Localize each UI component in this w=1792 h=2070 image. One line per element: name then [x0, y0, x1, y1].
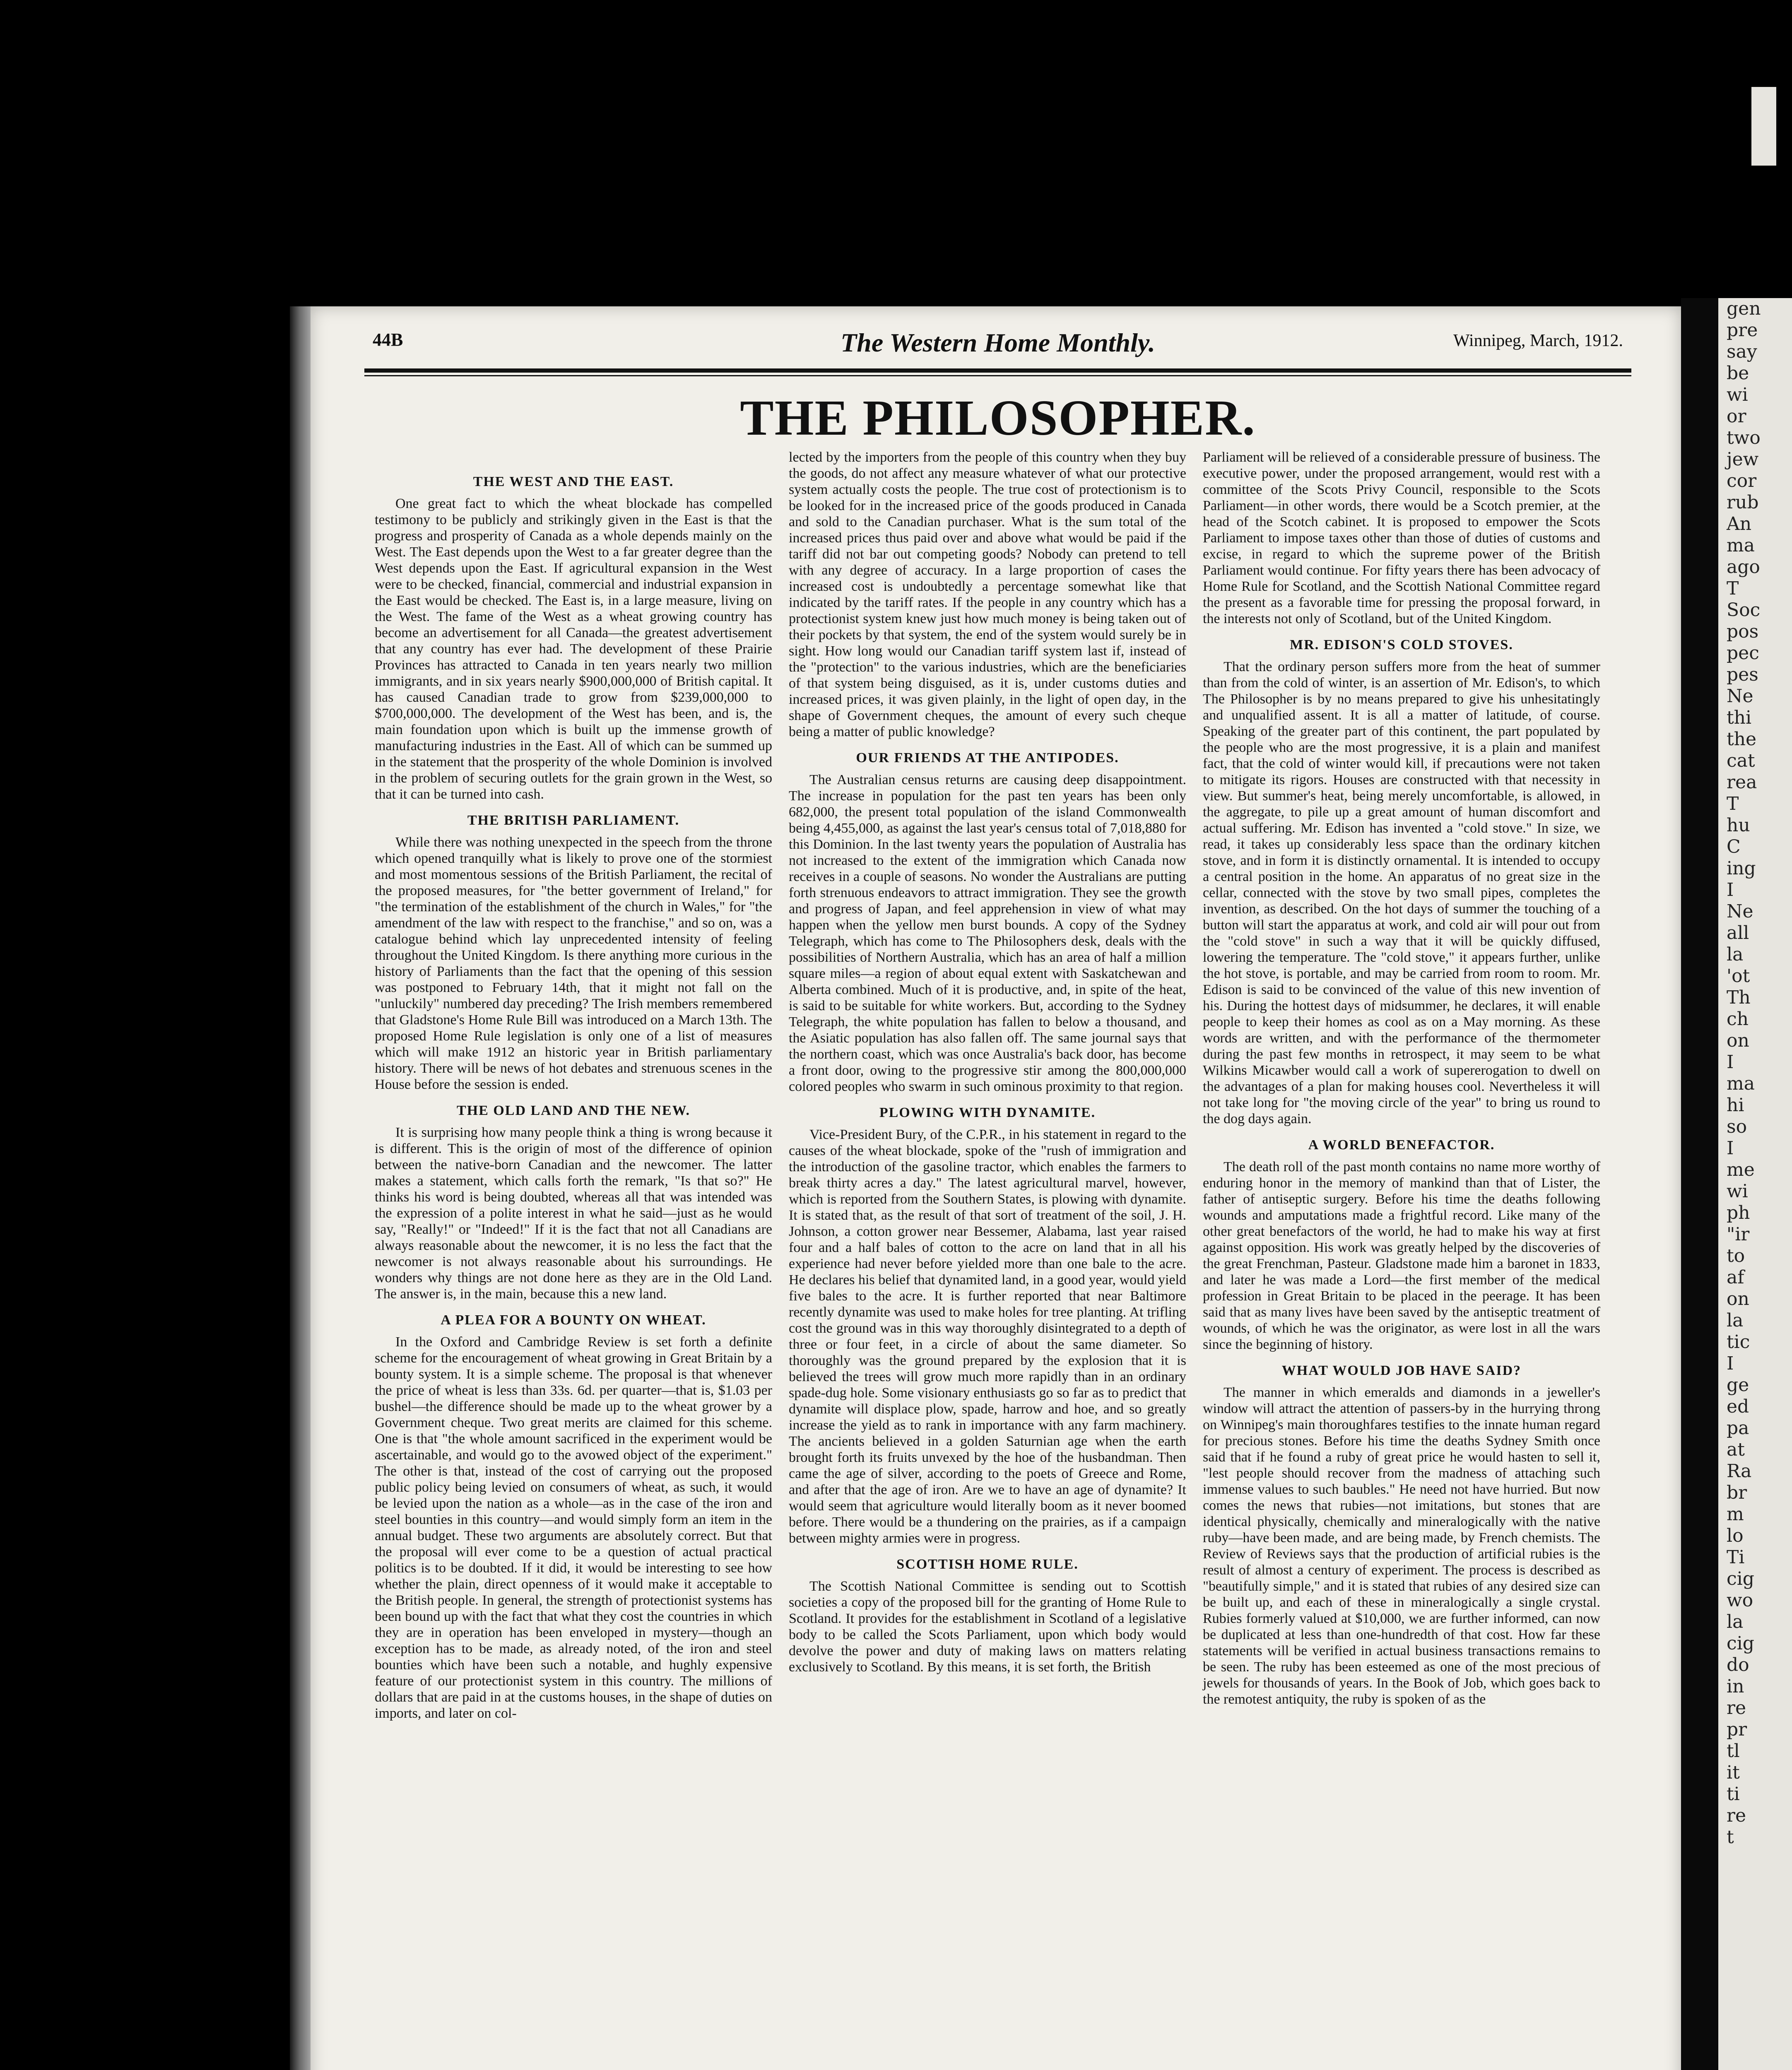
facing-page-fragment: ti	[1727, 1784, 1740, 1805]
heading-antipodes: OUR FRIENDS AT THE ANTIPODES.	[856, 750, 1119, 765]
facing-page-fragment: on	[1727, 1288, 1749, 1309]
facing-page-fragment: cig	[1727, 1633, 1754, 1654]
facing-page-fragment: I	[1727, 1138, 1734, 1159]
facing-page-fragment: af	[1727, 1267, 1744, 1288]
facing-page-fragment: at	[1727, 1439, 1745, 1460]
running-header	[373, 329, 1623, 362]
facing-page-fragment: ma	[1727, 1073, 1755, 1094]
facing-page-fragment: on	[1727, 1030, 1749, 1051]
article-dynamite: Vice-President Bury, of the C.P.R., in his statement in regard to the causes of the wheat blockade, spoke of the "rush of immigration and the introduction of the gasoline tractor, which enables the farmers to break thirty acres a day." The latest agricultural marvel, however, which is reported from the Southern States, is plowing with dynamite. It is stated that, as the result of that sort of treatment of the soil, J. H. Johnson, a cotton grower near Bessemer, Alabama, last year raised four and a half bales of cotton to the acre on land that in all his experience had never before yielded more than one bale to the acre. He declares his belief that dynamited land, in a good year, would yield five bales to the acre. It is further reported that near Baltimore recently dynamite was used to make holes for tree planting. At trifling cost the ground was in this way thoroughly disintegrated to a depth of three or four feet, in a circle of about the same diameter. So thoroughly was the ground prepared by the explosion that it is believed the trees will grow much more rapidly than in an ordinary spade-dug hole. Some visionary enthusiasts go so far as to predict that dynamite will displace plow, spade, harrow and hoe, and so greatly increase the yield as to rank in importance with any farm machinery. The ancients believed in a golden Saturnian age when the earth brought forth its fruits unvexed by the hoe of the husbandman. Then came the age of silver, according to the poets of Greece and Rome, and after that the age of iron. Are we to have an age of dynamite? It would seem that agriculture would literally boom as it never boomed before. There would be a thundering on the prairies, as if a campaign between mighty armies were in progress.	[789, 1127, 1186, 1546]
facing-page-fragment: I	[1727, 1052, 1734, 1073]
facing-page-fragment: t	[1727, 1827, 1734, 1848]
facing-page-fragment: me	[1727, 1159, 1755, 1180]
facing-page-fragment: pos	[1727, 621, 1759, 642]
facing-page-fragment: tl	[1727, 1740, 1740, 1762]
facing-page-fragment: ph	[1727, 1202, 1750, 1223]
facing-page-fragment: cat	[1727, 750, 1755, 771]
facing-page-fragment: lo	[1727, 1525, 1744, 1546]
column-3	[1203, 449, 1600, 1707]
heading-job: WHAT WOULD JOB HAVE SAID?	[1281, 1363, 1522, 1378]
facing-page-fragment: I	[1727, 1353, 1734, 1374]
facing-page-fragment: re	[1727, 1697, 1746, 1719]
section-title: THE PHILOSOPHER.	[740, 390, 1256, 446]
article-old-land: It is surprising how many people think a thing is wrong because it is different. This is the origin of most of the difference of opinion between the native-born Canadian and the newcomer. The latter makes a statement, which calls forth the remark, "Is that so?" He thinks his word is being doubted, whereas all that was intended was the expression of a polite interest in what he said—just as he would say, "Really!" or "Indeed!" If it is the fact that not all Canadians are always reasonable about the newcomer, it is no less the fact that the newcomer is not always reasonable about his surroundings. He wonders why things are not done here as they are in the Old Land. The answer is, in the main, because this a new land.	[375, 1125, 772, 1302]
facing-page-fragment: m	[1727, 1504, 1744, 1525]
facing-page-fragment: ago	[1727, 556, 1760, 578]
column-2	[789, 449, 1186, 1675]
page-gutter	[1681, 298, 1718, 2070]
header-rule-thin	[364, 375, 1631, 376]
facing-page-fragment: T	[1727, 578, 1739, 599]
facing-page-fragment: Th	[1727, 987, 1751, 1008]
facing-page-fragment: ed	[1727, 1396, 1749, 1417]
facing-page-fragment: I	[1727, 879, 1734, 900]
facing-page-fragment: thi	[1727, 707, 1752, 728]
facing-page-fragment: "ir	[1727, 1224, 1750, 1245]
facing-page-fragment: wi	[1727, 384, 1748, 405]
header-rule	[364, 368, 1631, 373]
facing-page-fragment: Soc	[1727, 599, 1761, 621]
facing-page-fragment: la	[1727, 1310, 1744, 1331]
facing-page-fragment: C	[1727, 836, 1741, 857]
facing-page-fragment: la	[1727, 944, 1744, 965]
article-benefactor: The death roll of the past month contains no name more worthy of enduring honor in the memory of mankind than that of Lister, the father of antiseptic surgery. Before his time the deaths following wounds and amputations made a frightful record. Like many of the other great benefactors of the world, he had to make his way at first against opposition. His work was greatly helped by the discoveries of the great Frenchman, Pasteur. Gladstone made him a baronet in 1833, and later he was made a Lord—the first member of the medical profession in Great Britain to be placed in the peerage. It has been said that as many lives have been saved by the antiseptic treatment of wounds, of which he was the originator, as were lost in all the wars since the beginning of history.	[1203, 1159, 1600, 1352]
magazine-title: The Western Home Monthly.	[841, 328, 1155, 357]
article-antipodes: The Australian census returns are causing deep disappointment. The increase in population for the past ten years has been only 682,000, the present total population of the island Commonwealth being 4,455,000, as against the last year's census total of 7,018,880 for this Dominion. In the last twenty years the population of Australia has not increased to the extent of the immigration which Canada now receives in a couple of seasons. No wonder the Australians are putting forth strenuous endeavors to attract immigration. They see the growth and progress of Japan, and feel apprehension in view of what may happen when the yellow men burst bounds. A copy of the Sydney Telegraph, which has come to The Philosophers desk, deals with the possibilities of Northern Australia, which has an area of half a million square miles—a region of about equal extent with Saskatchewan and Alberta combined. Much of it is productive, and, in spite of the heat, is said to be suitable for white workers. But, according to the Sydney Telegraph, the white population has fallen to below a thousand, and the Asiatic population has also fallen off. The same journal says that the northern coast, which was once Australia's back door, has become a front door, owing to the progressive stir among the 800,000,000 colored peoples who swarm in such ominous proximity to that region.	[789, 772, 1186, 1094]
facing-page-fragment: be	[1727, 363, 1749, 384]
heading-old-land: THE OLD LAND AND THE NEW.	[457, 1103, 690, 1118]
facing-page-fragment: wo	[1727, 1590, 1753, 1611]
facing-page-fragment: tic	[1727, 1331, 1750, 1353]
facing-page-fragment: Ti	[1727, 1547, 1745, 1568]
article-scottish-continued: Parliament will be relieved of a considerable pressure of business. The executive power, under the proposed arrangement, would rest with a committee of the Scots Privy Council, responsible to the Scots Parliament—in other words, there would be a Scotch premier, at the head of the Scotch cabinet. It is proposed to empower the Scots Parliament to impose taxes other than those of duties of customs and excise, in regard to which the supreme power of the British Parliament would continue. For fifty years there has been advocacy of Home Rule for Scotland, and the Scottish National Committee regard the present as a favorable time for pressing the proposal forward, in the interests not only of Scotland, but of the United Kingdom.	[1203, 450, 1600, 626]
facing-page-fragment: pa	[1727, 1418, 1749, 1439]
facing-page	[1718, 298, 1792, 2070]
article-west-east: One great fact to which the wheat blockade has compelled testimony to be publicly and strikingly given in the East is that the progress and prosperity of Canada as a whole depends mainly on the West. The East depends upon the West to a far greater degree than the West depends upon the East. If agricultural expansion in the West were to be checked, financial, commercial and industrial expansion in the East would be checked. The East is, in a large measure, living on the West. The fame of the West as a wheat growing country has become an advertisement for all Canada—the greatest advertisement that any country has ever had. The development of these Prairie Provinces has attracted to Canada in ten years nearly two million immigrants, and in six years nearly $900,000,000 of British capital. It has caused Canadian trade to grow from $239,000,000 to $700,000,000. The development of the West has been, and is, the main foundation upon which is built up the immense growth of manufacturing industries in the East. All of which can be summed up in the statement that the prosperity of the whole Dominion is involved in the problem of securing outlets for the grain grown in the West, so that it can be turned into cash.	[375, 496, 772, 802]
facing-page-fragment: 'ot	[1727, 965, 1750, 987]
facing-page-fragment: gen	[1727, 298, 1761, 319]
facing-page-fragment: or	[1727, 406, 1746, 427]
facing-page-fragment: pes	[1727, 664, 1758, 685]
facing-page-fragment: hi	[1727, 1095, 1744, 1116]
issue-date: Winnipeg, March, 1912.	[1453, 331, 1623, 350]
facing-page-fragment: pre	[1727, 320, 1758, 341]
facing-page-fragment: pr	[1727, 1719, 1747, 1740]
facing-page-fragment: ing	[1727, 858, 1756, 879]
facing-page-fragment: wi	[1727, 1181, 1748, 1202]
article-british-parliament: While there was nothing unexpected in the speech from the throne which opened tranquilly what is likely to prove one of the stormiest and most momentous sessions of the British Parliament, the recital of the proposed measures, for "the better government of Ireland," for "the termination of the establishment of the church in Wales," for "the amendment of the law with respect to the franchise," and so on, was a catalogue behind which lay unprecedented intensity of feeling throughout the United Kingdom. Is there anything more curious in the history of Parliaments than the fact that the opening of this session was postponed to February 14th, that it might not fall on the "unluckily" numbered day preceding? The Irish members remembered that Gladstone's Home Rule Bill was introduced on a March 13th. The proposed Home Rule legislation is only one of a list of measures which will make 1912 an historic year in British parliamentary history. There will be news of hot debates and strenuous scenes in the House before the session is ended.	[375, 835, 772, 1092]
article-edison: That the ordinary person suffers more from the heat of summer than from the cold of winter, is an assertion of Mr. Edison's, to which The Philosopher is by no means prepared to give his unhesitatingly and unqualified assent. It is all a matter of latitude, of course. Speaking of the greater part of this continent, the part populated by the people who are the most progressive, it is a plain and manifest fact, that the cold of winter would kill, if precautions were not taken to mitigate its rigors. Houses are constructed with that necessity in view. But summer's heat, being merely uncomfortable, is allowed, in the aggregate, to pile up a great amount of human discomfort and actual suffering. Mr. Edison has invented a "cold stove." In size, we read, it takes up considerably less space than the ordinary kitchen stove, and in form it is distinctly ornamental. It is intended to occupy a central position in the home. An apparatus of no great size in the cellar, connected with the stove by two small pipes, completes the invention, as described. On the hot days of summer the touching of a button will start the apparatus at work, and cold air will pour out from the "cold stove" in such a way that it will be quickly diffused, lowering the temperature. The "cold stove," it appears further, unlike the hot stove, is portable, and may be carried from room to room. Mr. Edison is said to be convinced of the value of this new invention of his. During the hottest days of midsummer, he declares, it will enable people to keep their homes as cool as on a May morning. As these words are written, and with the performance of the thermometer during the past few months in retrospect, it may seem to be what Wilkins Micawber would call a work of supererogation to dwell on the advantages of a plan for making houses cool. Nevertheless it will not take long for "the moving circle of the year" to bring us round to the dog days again.	[1203, 659, 1600, 1126]
facing-page-fragment: cig	[1727, 1568, 1754, 1589]
facing-page-fragment: to	[1727, 1245, 1745, 1266]
article-scottish: The Scottish National Committee is sending out to Scottish societies a copy of the proposed bill for the granting of Home Rule to Scotland. It provides for the establishment in Scotland of a legislative body to be called the Scots Parliament, upon which body would devolve the power and duty of making laws on matters relating exclusively to Scotland. By this means, it is set forth, the British	[789, 1579, 1186, 1675]
article-bounty-continued: lected by the importers from the people of this country when they buy the goods, do not affect any measure whatever of what our protective system actually costs the people. The true cost of protectionism is to be looked for in the increased price of the goods produced in Canada and sold to the Canadian purchaser. What is the sum total of the increased prices thus paid over and above what would be paid if the tariff did not bar out competing goods? Nobody can pretend to tell with any degree of accuracy. In a large proportion of cases the increased cost is undoubtedly a percentage somewhat like that indicated by the tariff rates. If the people in any country which has a protectionist system knew just how much money is being taken out of their pockets by that system, the end of the system would surely be in sight. How long would our Canadian tariff system last if, instead of the "protection" to the various industries, which are the beneficiaries of that system being disguised, as it is, under customs duties and increased prices, it was given plainly, in the light of open day, in the shape of Government cheques, the amount of every such cheque being a matter of public knowledge?	[789, 450, 1186, 739]
facing-page-fragment: in	[1727, 1676, 1744, 1697]
facing-page-fragment: Ra	[1727, 1461, 1752, 1482]
facing-page-fragment: An	[1727, 513, 1752, 534]
article-job: The manner in which emeralds and diamonds in a jeweller's window will attract the attention of passers-by in the hurrying throng on Winnipeg's main thoroughfares testifies to the innate human regard for precious stones. Before his time the deaths Sydney Smith once said that if he found a ruby of great price he would hasten to sell it, "lest people should recover from the madness of attaching such immense values to such baubles." He need not have hurried. But now comes the news that rubies—not imitations, but stones that are identical physically, chemically and mineralogically with the native ruby—have been made, and are being made, by French chemists. The Review of Reviews says that the production of artificial rubies is the result of almost a century of experiment. The process is described as "beautifully simple," and it is stated that rubies of any desired size can be built up, and each of these in mineralogically a single crystal. Rubies formerly valued at $10,000, we are further informed, can now be duplicated at less than one-hundredth of that cost. How far these statements will be verified in actual business transactions remains to be seen. The ruby has been esteemed as one of the most precious of jewels for thousands of years. In the Book of Job, which goes back to the remotest antiquity, the ruby is spoken of as the	[1203, 1385, 1600, 1707]
heading-edison: MR. EDISON'S COLD STOVES.	[1290, 637, 1513, 652]
facing-page-fragment: do	[1727, 1654, 1749, 1675]
facing-page-fragment: re	[1727, 1805, 1746, 1826]
facing-page-fragment: it	[1727, 1762, 1740, 1783]
facing-page-fragment: ma	[1727, 535, 1755, 556]
magazine-page	[311, 306, 1681, 2070]
right-page-marker	[1751, 87, 1776, 166]
facing-page-fragment: T	[1727, 793, 1739, 814]
facing-page-fragments	[1718, 298, 1792, 1848]
facing-page-fragment: rea	[1727, 772, 1757, 793]
facing-page-fragment: cor	[1727, 470, 1757, 491]
heading-british-parliament: THE BRITISH PARLIAMENT.	[467, 813, 680, 828]
facing-page-fragment: ge	[1727, 1374, 1749, 1396]
heading-dynamite: PLOWING WITH DYNAMITE.	[879, 1105, 1096, 1120]
heading-benefactor: A WORLD BENEFACTOR.	[1308, 1137, 1495, 1153]
facing-page-fragment: all	[1727, 922, 1749, 944]
article-bounty: In the Oxford and Cambridge Review is set forth a definite scheme for the encouragement of wheat growing in Great Britain by a bounty system. It is a simple scheme. The proposal is that whenever the price of wheat is less than 33s. 6d. per quarter—that is, $1.03 per bushel—the difference should be made up to the wheat grower by a Government cheque. Two great merits are claimed for this scheme. One is that "the whole amount sacrificed in the experiment would be ascertainable, and would go to the avowed object of the experiment." The other is that, instead of the cost of carrying out the proposed public policy being levied on consumers of wheat, as such, it would be levied upon the nation as a whole—as in the case of the iron and steel bounties in this country—and would simply form an item in the annual budget. These two arguments are absolutely correct. But that the proposal will ever come to be a question of actual practical politics is to be doubted. If it did, it would be interesting to see how whether the plain, direct openness of it would make it acceptable to the British people. In general, the strength of protectionist systems has been bound up with the fact that what they cost the countries in which they are in operation has been enveloped in mystery—though an exception has to be made, as already noted, of the iron and steel bounties which have been such a notable, and hughly expensive feature of our protectionist system in this country. The millions of dollars that are paid in at the customs houses, in the shape of duties on imports, and later on col-	[375, 1334, 772, 1721]
facing-page-fragment: pec	[1727, 643, 1759, 664]
facing-page-fragment: two	[1727, 427, 1761, 448]
facing-page-fragment: Ne	[1727, 901, 1753, 922]
page-number: 44B	[373, 330, 403, 350]
facing-page-fragment: Ne	[1727, 686, 1753, 707]
facing-page-fragment: ch	[1727, 1009, 1749, 1030]
facing-page-fragment: the	[1727, 729, 1757, 750]
facing-page-fragment: br	[1727, 1482, 1747, 1503]
facing-page-fragment: rub	[1727, 492, 1759, 513]
column-1	[375, 464, 772, 1721]
heading-west-east: THE WEST AND THE EAST.	[473, 474, 674, 489]
facing-page-fragment: say	[1727, 341, 1757, 362]
heading-bounty: A PLEA FOR A BOUNTY ON WHEAT.	[441, 1312, 706, 1328]
facing-page-fragment: la	[1727, 1611, 1744, 1632]
facing-page-fragment: so	[1727, 1116, 1747, 1137]
facing-page-fragment: jew	[1727, 449, 1759, 470]
facing-page-fragment: hu	[1727, 815, 1750, 836]
heading-scottish: SCOTTISH HOME RULE.	[896, 1557, 1079, 1572]
